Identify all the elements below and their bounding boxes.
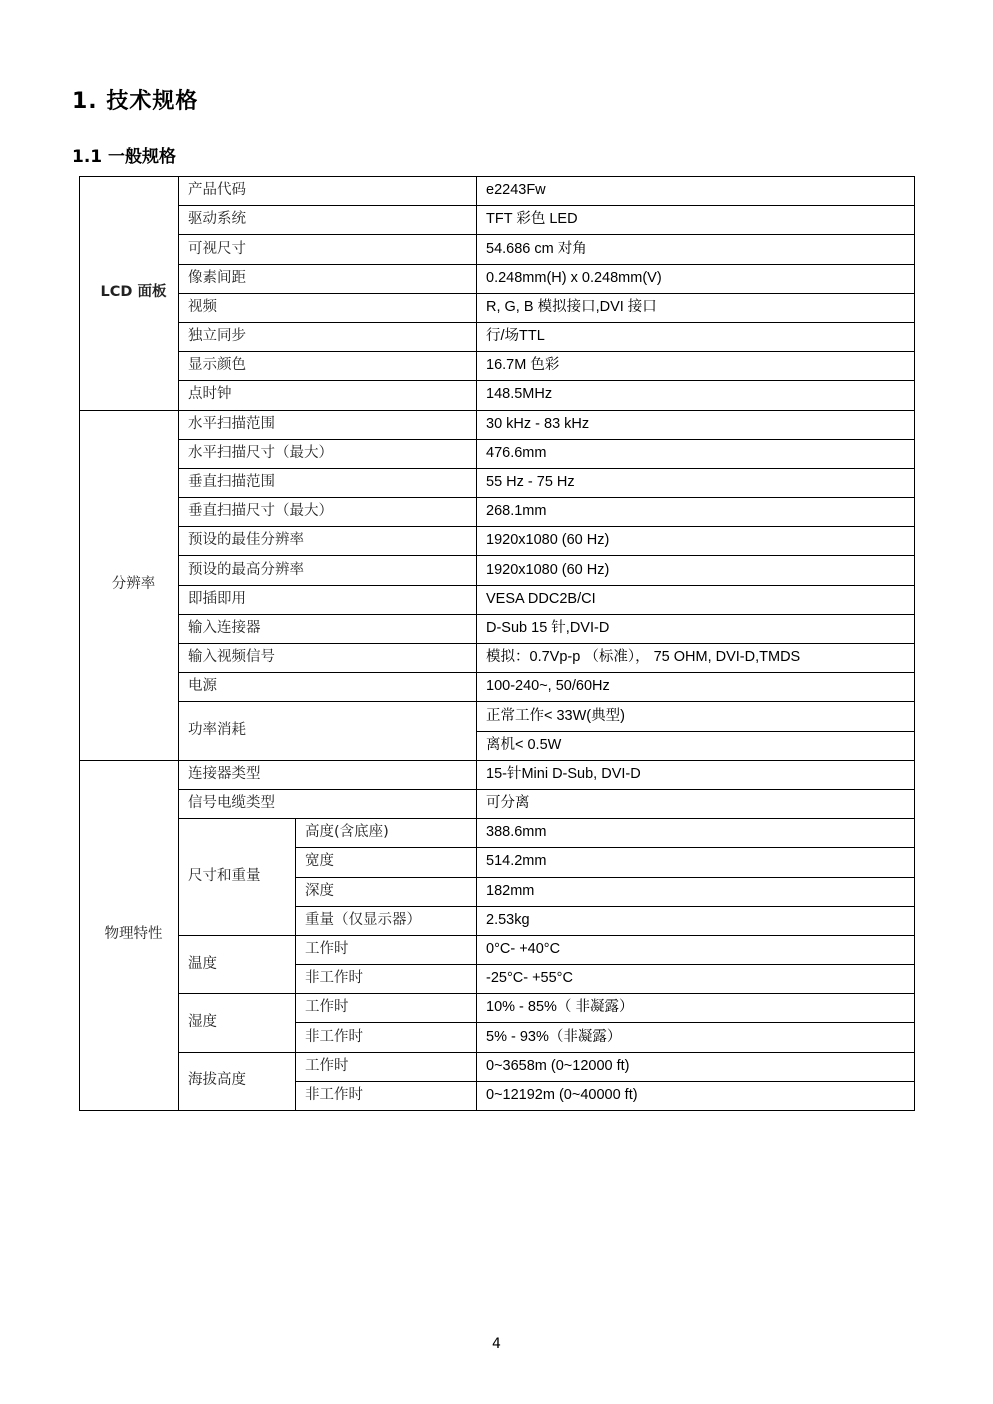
table-row [80,556,915,585]
spec-sublabel: 非工作时 [296,1081,477,1110]
spec-label: 连接器类型 [179,760,477,789]
spec-sublabel: 工作时 [296,994,477,1023]
spec-value: 离机< 0.5W [477,731,915,760]
spec-label: 预设的最佳分辨率 [179,527,477,556]
spec-label: 输入连接器 [179,614,477,643]
spec-value: 16.7M 色彩 [477,352,915,381]
table-row [80,468,915,497]
table-row [80,585,915,614]
table-row [80,498,915,527]
table-row [80,702,915,731]
subsection-heading: 1.1 一般规格 [72,147,177,167]
spec-sublabel: 宽度 [296,848,477,877]
table-row [80,352,915,381]
spec-value: -25°C- +55°C [477,965,915,994]
page-number: 4 [492,1336,501,1352]
table-row [80,527,915,556]
spec-label: 独立同步 [179,322,477,351]
spec-label: 垂直扫描尺寸（最大） [179,498,477,527]
spec-label: 像素间距 [179,264,477,293]
spec-value: 模拟：0.7Vp-p （标准）， 75 OHM, DVI-D,TMDS [477,644,915,673]
table-row [80,644,915,673]
table-row [80,614,915,643]
spec-value: 0~12192m (0~40000 ft) [477,1081,915,1110]
table-row [80,935,915,964]
table-row [80,819,915,848]
spec-label: 视频 [179,293,477,322]
spec-value: 15-针Mini D-Sub, DVI-D [477,760,915,789]
spec-value: 0~3658m (0~12000 ft) [477,1052,915,1081]
table-row [80,293,915,322]
spec-label: 垂直扫描范围 [179,468,477,497]
spec-value: 476.6mm [477,439,915,468]
spec-value: 可分离 [477,789,915,818]
spec-value: TFT 彩色 LED [477,206,915,235]
spec-value: 30 kHz - 83 kHz [477,410,915,439]
table-row [80,410,915,439]
spec-value: 1920x1080 (60 Hz) [477,556,915,585]
spec-label: 点时钟 [179,381,477,410]
lcd-section-title: LCD 面板 [80,177,179,411]
spec-value: 182mm [477,877,915,906]
resolution-section-title: 分辨率 [80,410,179,760]
altitude-label: 海拔高度 [179,1052,296,1110]
table-row [80,322,915,351]
humidity-label: 湿度 [179,994,296,1052]
spec-value: 100-240~, 50/60Hz [477,673,915,702]
spec-sublabel: 非工作时 [296,1023,477,1052]
spec-value: 268.1mm [477,498,915,527]
table-row [80,760,915,789]
table-row [80,177,915,206]
spec-value: VESA DDC2B/CI [477,585,915,614]
table-row [80,789,915,818]
spec-value: 55 Hz - 75 Hz [477,468,915,497]
spec-label: 水平扫描尺寸（最大） [179,439,477,468]
table-row [80,235,915,264]
spec-value: R, G, B 模拟接口,DVI 接口 [477,293,915,322]
spec-sublabel: 重量（仅显示器） [296,906,477,935]
spec-value: D-Sub 15 针,DVI-D [477,614,915,643]
spec-value: 1920x1080 (60 Hz) [477,527,915,556]
spec-label: 电源 [179,673,477,702]
spec-label: 产品代码 [179,177,477,206]
spec-label: 显示颜色 [179,352,477,381]
temperature-label: 温度 [179,935,296,993]
spec-sublabel: 高度(含底座) [296,819,477,848]
spec-label: 信号电缆类型 [179,789,477,818]
spec-sublabel: 工作时 [296,935,477,964]
spec-value: 2.53kg [477,906,915,935]
spec-value: 148.5MHz [477,381,915,410]
spec-value: 514.2mm [477,848,915,877]
power-label: 功率消耗 [179,702,477,760]
physical-section-title: 物理特性 [80,760,179,1110]
spec-value: 正常工作< 33W(典型) [477,702,915,731]
spec-value: 388.6mm [477,819,915,848]
spec-value: e2243Fw [477,177,915,206]
spec-value: 54.686 cm 对角 [477,235,915,264]
table-row [80,206,915,235]
spec-label: 预设的最高分辨率 [179,556,477,585]
spec-sublabel: 工作时 [296,1052,477,1081]
dimensions-label: 尺寸和重量 [179,819,296,936]
spec-sublabel: 非工作时 [296,965,477,994]
spec-value: 行/场TTL [477,322,915,351]
spec-value: 0.248mm(H) x 0.248mm(V) [477,264,915,293]
spec-label: 水平扫描范围 [179,410,477,439]
spec-value: 5% - 93%（非凝露） [477,1023,915,1052]
spec-label: 驱动系统 [179,206,477,235]
table-row [80,439,915,468]
spec-value: 0°C- +40°C [477,935,915,964]
table-row [80,673,915,702]
spec-table [79,176,915,1111]
table-row [80,994,915,1023]
spec-label: 即插即用 [179,585,477,614]
spec-value: 10% - 85%（ 非凝露） [477,994,915,1023]
table-row [80,1052,915,1081]
spec-label: 输入视频信号 [179,644,477,673]
spec-sublabel: 深度 [296,877,477,906]
table-row [80,381,915,410]
table-row [80,264,915,293]
section-heading: 1. 技术规格 [72,89,199,114]
spec-label: 可视尺寸 [179,235,477,264]
